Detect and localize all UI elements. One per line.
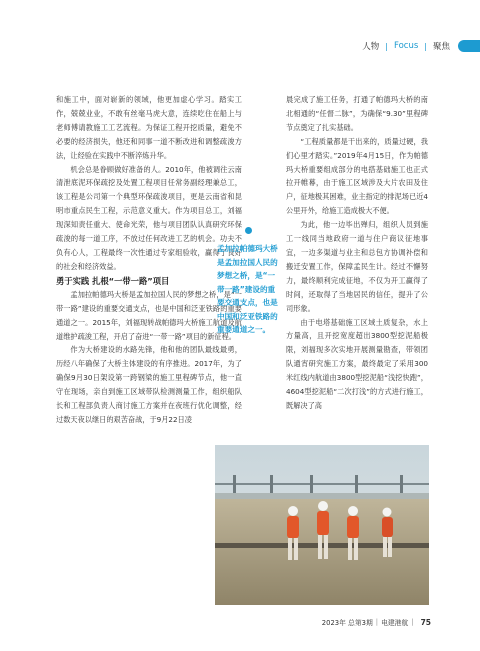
photo-illustration: [215, 445, 429, 605]
body-paragraph: 机会总是眷顾做好准备的人。2010年，他被调往云南清泄底泥环保疏挖及处置工程项目任常务副经理兼总工，该工程是公司第一个典型环保疏浚项目，更是云南省和昆明市重点民生工程，示范意义重大。作为项目总工，刘福现深知责任重大、使命光荣，他与项目团队认真研究环保疏浚的每一道工序，不放过任何改进工艺的机会。功夫不负有心人，工程最终一次性通过专家组验收，赢得了良好的社会和经济效益。: [56, 164, 242, 271]
header-separator: |: [424, 41, 427, 51]
section-label-en: Focus: [394, 41, 419, 51]
body-paragraph: 晨完成了施工任务，打通了帕德玛大桥的南北相通的“任督二脉”，为确保“9.30”里程碑节点奠定了扎实基础。: [286, 95, 428, 132]
pull-quote: [217, 227, 281, 337]
footer-separator: |: [411, 618, 414, 626]
page-footer: [322, 617, 431, 627]
issue-label: 2023年 总第3期: [321, 619, 373, 627]
pull-quote-dot: [245, 227, 252, 234]
footer-separator: |: [375, 618, 379, 626]
section-tag: 聚焦: [432, 42, 450, 52]
right-text-column: [286, 93, 428, 413]
page-number: 75: [420, 617, 431, 627]
magazine-name: 电建港航: [381, 619, 409, 627]
pull-quote-text: 孟加拉帕德玛大桥是孟加拉国人民的梦想之桥，是“一带一路”建设的重要交通支点，也是中国和泛亚铁路的重要通道之一。: [217, 244, 278, 334]
section-heading: 勇于实践 扎根“一带一路”项目: [56, 275, 170, 286]
body-paragraph: “工程质量都是干出来的，质量过硬，我们心里才踏实。”2019年4月15日，作为帕德玛大桥重要组成部分的电搭基础施工也正式拉开帷幕，由于施工区域涉及大片农田及住户，征地极其困难，业主指定的排泥场已近4公里开外，给施工造成极大不便。: [286, 136, 428, 216]
left-text-column: [56, 93, 242, 427]
construction-site-photo: [215, 445, 429, 605]
body-paragraph: 作为大桥建设的水路先锋，他和他的团队最线最勇，历经八年确保了大桥主体建设的有序推进。2017年，为了确保9月30日架设第一跨钢梁的施工里程碑节点，他一直守在现场，亲自到施工区域带队检测测量工作，组织船队长和工程部负责人商讨施工方案并在夜班行优化调整，经过数天夜以继日的艰苦奋战，于9月22日凌: [56, 345, 242, 424]
body-paragraph: 为此，他一边毕出殚归，组织人员到施工一线同当地政府一道与住户商议征地事宜，一边多渠道与业主和总包方协调补偿和搬迁安置工作，保障孟民生计。经过不懈努力，最终顺利完成征地，不仅为开工赢得了时间，还取得了当地居民的信任，提升了公司形象。: [286, 220, 428, 313]
body-paragraph: 由于电塔基础施工区域土质复杂，水上方量高，且开挖宽度超出3800型挖泥船极限，刘福现多次实地开展测量勘查，带领团队通宵研究施工方案，最终最定了采用300米红线内航道由3800型挖泥船“浅挖快跑”，4604型挖泥船“二次打浅”的方式进行施工，既解决了高: [286, 317, 428, 410]
section-label-cn: 人物: [362, 42, 380, 52]
page-header: [362, 35, 480, 57]
header-accent-bar: [458, 40, 480, 52]
header-separator: |: [385, 41, 388, 51]
body-paragraph: 和施工中，面对崭新的领域，他更加虚心学习。踏实工作，兢兢业业，不敢有丝毫马虎大意，连续吃住在船上与老师傅请教施工工艺流程。为保证工程开挖质量，避免不必要的经济损失，他还和同事一道不断改进和调整疏浚方法，让经验在实践中不断淬炼升华。: [56, 95, 242, 160]
body-paragraph: 孟加拉帕德玛大桥是孟加拉国人民的梦想之桥，是“一带一路”建设的重要交通支点，也是中国和泛亚铁路的重要通道之一。2015年，刘福现转战帕德玛大桥施工航道及航道维护疏浚工程，开启了奋进“一带一路”项目的新征程。: [56, 289, 242, 341]
